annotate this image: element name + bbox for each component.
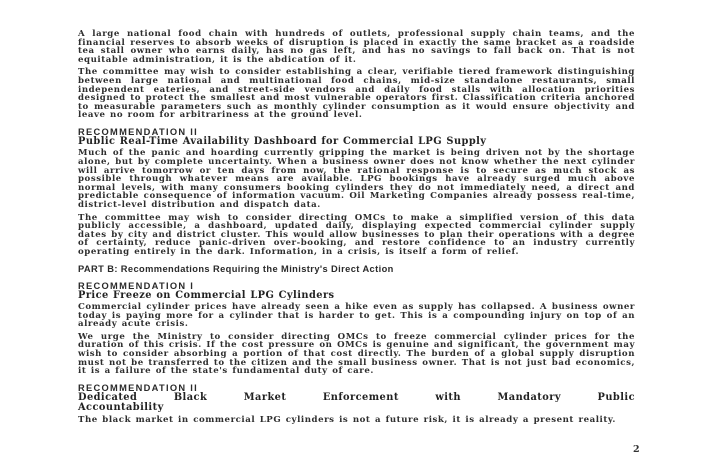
paragraph-dashboard-directive: The committee may wish to consider directing OMCs to make a simplified version of this data publicly accessible, a dashboard, updated daily, displaying expected commercial cylinder supply dates by city and district cluster. This would allow businesses to plan their operations with a degree of certainty, reduce panic-driven over-booking, and restore confidence to an industry currently operating entirely in the dark. Information, in a crisis, is itself a form of relief. (78, 212, 635, 257)
paragraph-price-hike: Commercial cylinder prices have already seen a hike even as supply has collapsed. A business owner today is paying more for a cylinder that is harder to get. This is a compounding injury on top of an already acute crisis. (78, 302, 635, 330)
paragraph-price-freeze-urge: We urge the Ministry to consider directing OMCs to freeze commercial cylinder prices for the duration of this crisis. If the cost pressure on OMCs is genuine and significant, the government may wish to consider absorbing a portion of that cost directly. The burden of a global supply disruption must not be transferred to the citizen and the small business owner. That is not just bad economics, it is a failure of the state's fundamental duty of care. (78, 331, 635, 377)
paragraph-food-chain: A large national food chain with hundreds of outlets, professional supply chain teams, and the financial reserves to absorb weeks of disruption is placed in exactly the same bracket as a roadside tea stall owner who earns daily, has no gas left, and has no savings to fall back on. That is not equitable administration, it is the abdication of it. (78, 29, 635, 65)
paragraph-tiered-framework: The committee may wish to consider establishing a clear, verifiable tiered framework distinguishing between large national and multinational food chains, mid-size standalone restaurants, small independent eateries, and street-side vendors and daily food stalls with allocation priorities designed to protect the smallest and most vulnerable operators first. Classification criteria anchored to measurable parameters such as monthly cylinder consumption as it would ensure objectivity and leave no room for arbitrariness at the ground level. (78, 67, 635, 121)
recommendation-2b-label: RECOMMENDATION II (78, 382, 199, 393)
recommendation-2-title: Public Real-Time Availability Dashboard for Commercial LPG Supply (78, 135, 487, 147)
paragraph-black-market-reality: The black market in commercial LPG cylinders is not a future risk, it is already a present reality. (78, 414, 616, 425)
document-content (78, 30, 635, 424)
recommendation-2b-title-line2: Accountability (78, 402, 164, 414)
part-b-heading: PART B: Recommendations Requiring the Ministry's Direct Action (78, 263, 394, 274)
recommendation-2-label: RECOMMENDATION II (78, 126, 199, 137)
recommendation-2b-title-line1: Dedicated Black Market Enforcement with Mandatory Public (78, 391, 635, 403)
paragraph-panic-hoarding: Much of the panic and hoarding currently gripping the market is being driven not by the shortage alone, but by complete uncertainty. When a business owner does not know whether the next cylinder will arrive tomorrow or ten days from now, the rational response is to secure as much stock as possible through whatever means are available. LPG bookings have already surged much above normal levels, with many consumers booking cylinders they do not immediately need, a direct and predictable consequence of information vacuum. Oil Marketing Companies already possess real-time, district-level distribution and dispatch data. (78, 148, 635, 210)
recommendation-1-title: Price Freeze on Commercial LPG Cylinders (78, 289, 335, 301)
recommendation-1-label: RECOMMENDATION I (78, 280, 195, 291)
page-number: 2 (633, 444, 640, 455)
